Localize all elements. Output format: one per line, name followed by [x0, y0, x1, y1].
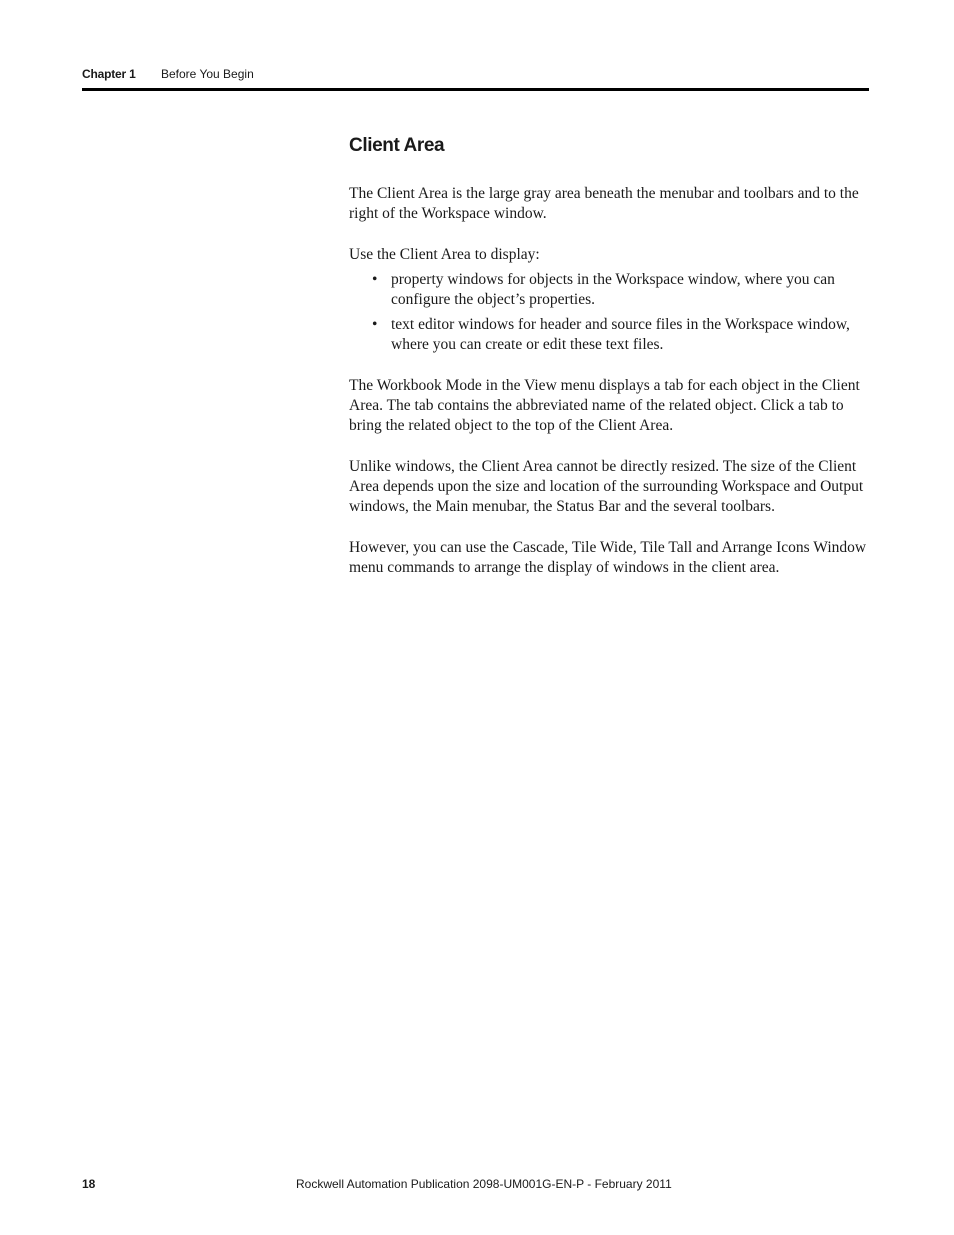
list-item: • property windows for objects in the Workspace window, where you can configure the object’s properties. — [349, 270, 873, 310]
section-title: Before You Begin — [161, 67, 254, 81]
paragraph-intro: The Client Area is the large gray area beneath the menubar and toolbars and to the right of the Workspace window. — [349, 185, 859, 222]
page-header — [82, 66, 869, 84]
chapter-label: Chapter 1 — [82, 67, 136, 81]
paragraph-window-commands: However, you can use the Cascade, Tile Wide, Tile Tall and Arrange Icons Window menu commands to arrange the display of windows in the client area. — [349, 539, 867, 576]
display-list — [349, 270, 873, 355]
paragraph-workbook-mode: The Workbook Mode in the View menu displays a tab for each object in the Client Area. The tab contains the abbreviated name of the related object. Click a tab to bring the related object to the top of the Client Area. — [349, 377, 860, 434]
list-item: • text editor windows for header and source files in the Workspace window, where you can create or edit these text files. — [349, 315, 873, 355]
section-heading: Client Area — [349, 135, 445, 156]
page-footer — [82, 1176, 869, 1194]
header-rule — [82, 88, 869, 91]
paragraph-display-lead: Use the Client Area to display: — [349, 246, 540, 263]
publication-info: Rockwell Automation Publication 2098-UM001G-EN-P - February 2011 — [296, 1177, 672, 1191]
page-number: 18 — [82, 1177, 96, 1191]
paragraph-resize: Unlike windows, the Client Area cannot be directly resized. The size of the Client Area depends upon the size and location of the surrounding Workspace and Output windows, the Main menubar, the Status Bar and the several toolbars. — [349, 458, 864, 515]
main-content — [349, 133, 873, 599]
